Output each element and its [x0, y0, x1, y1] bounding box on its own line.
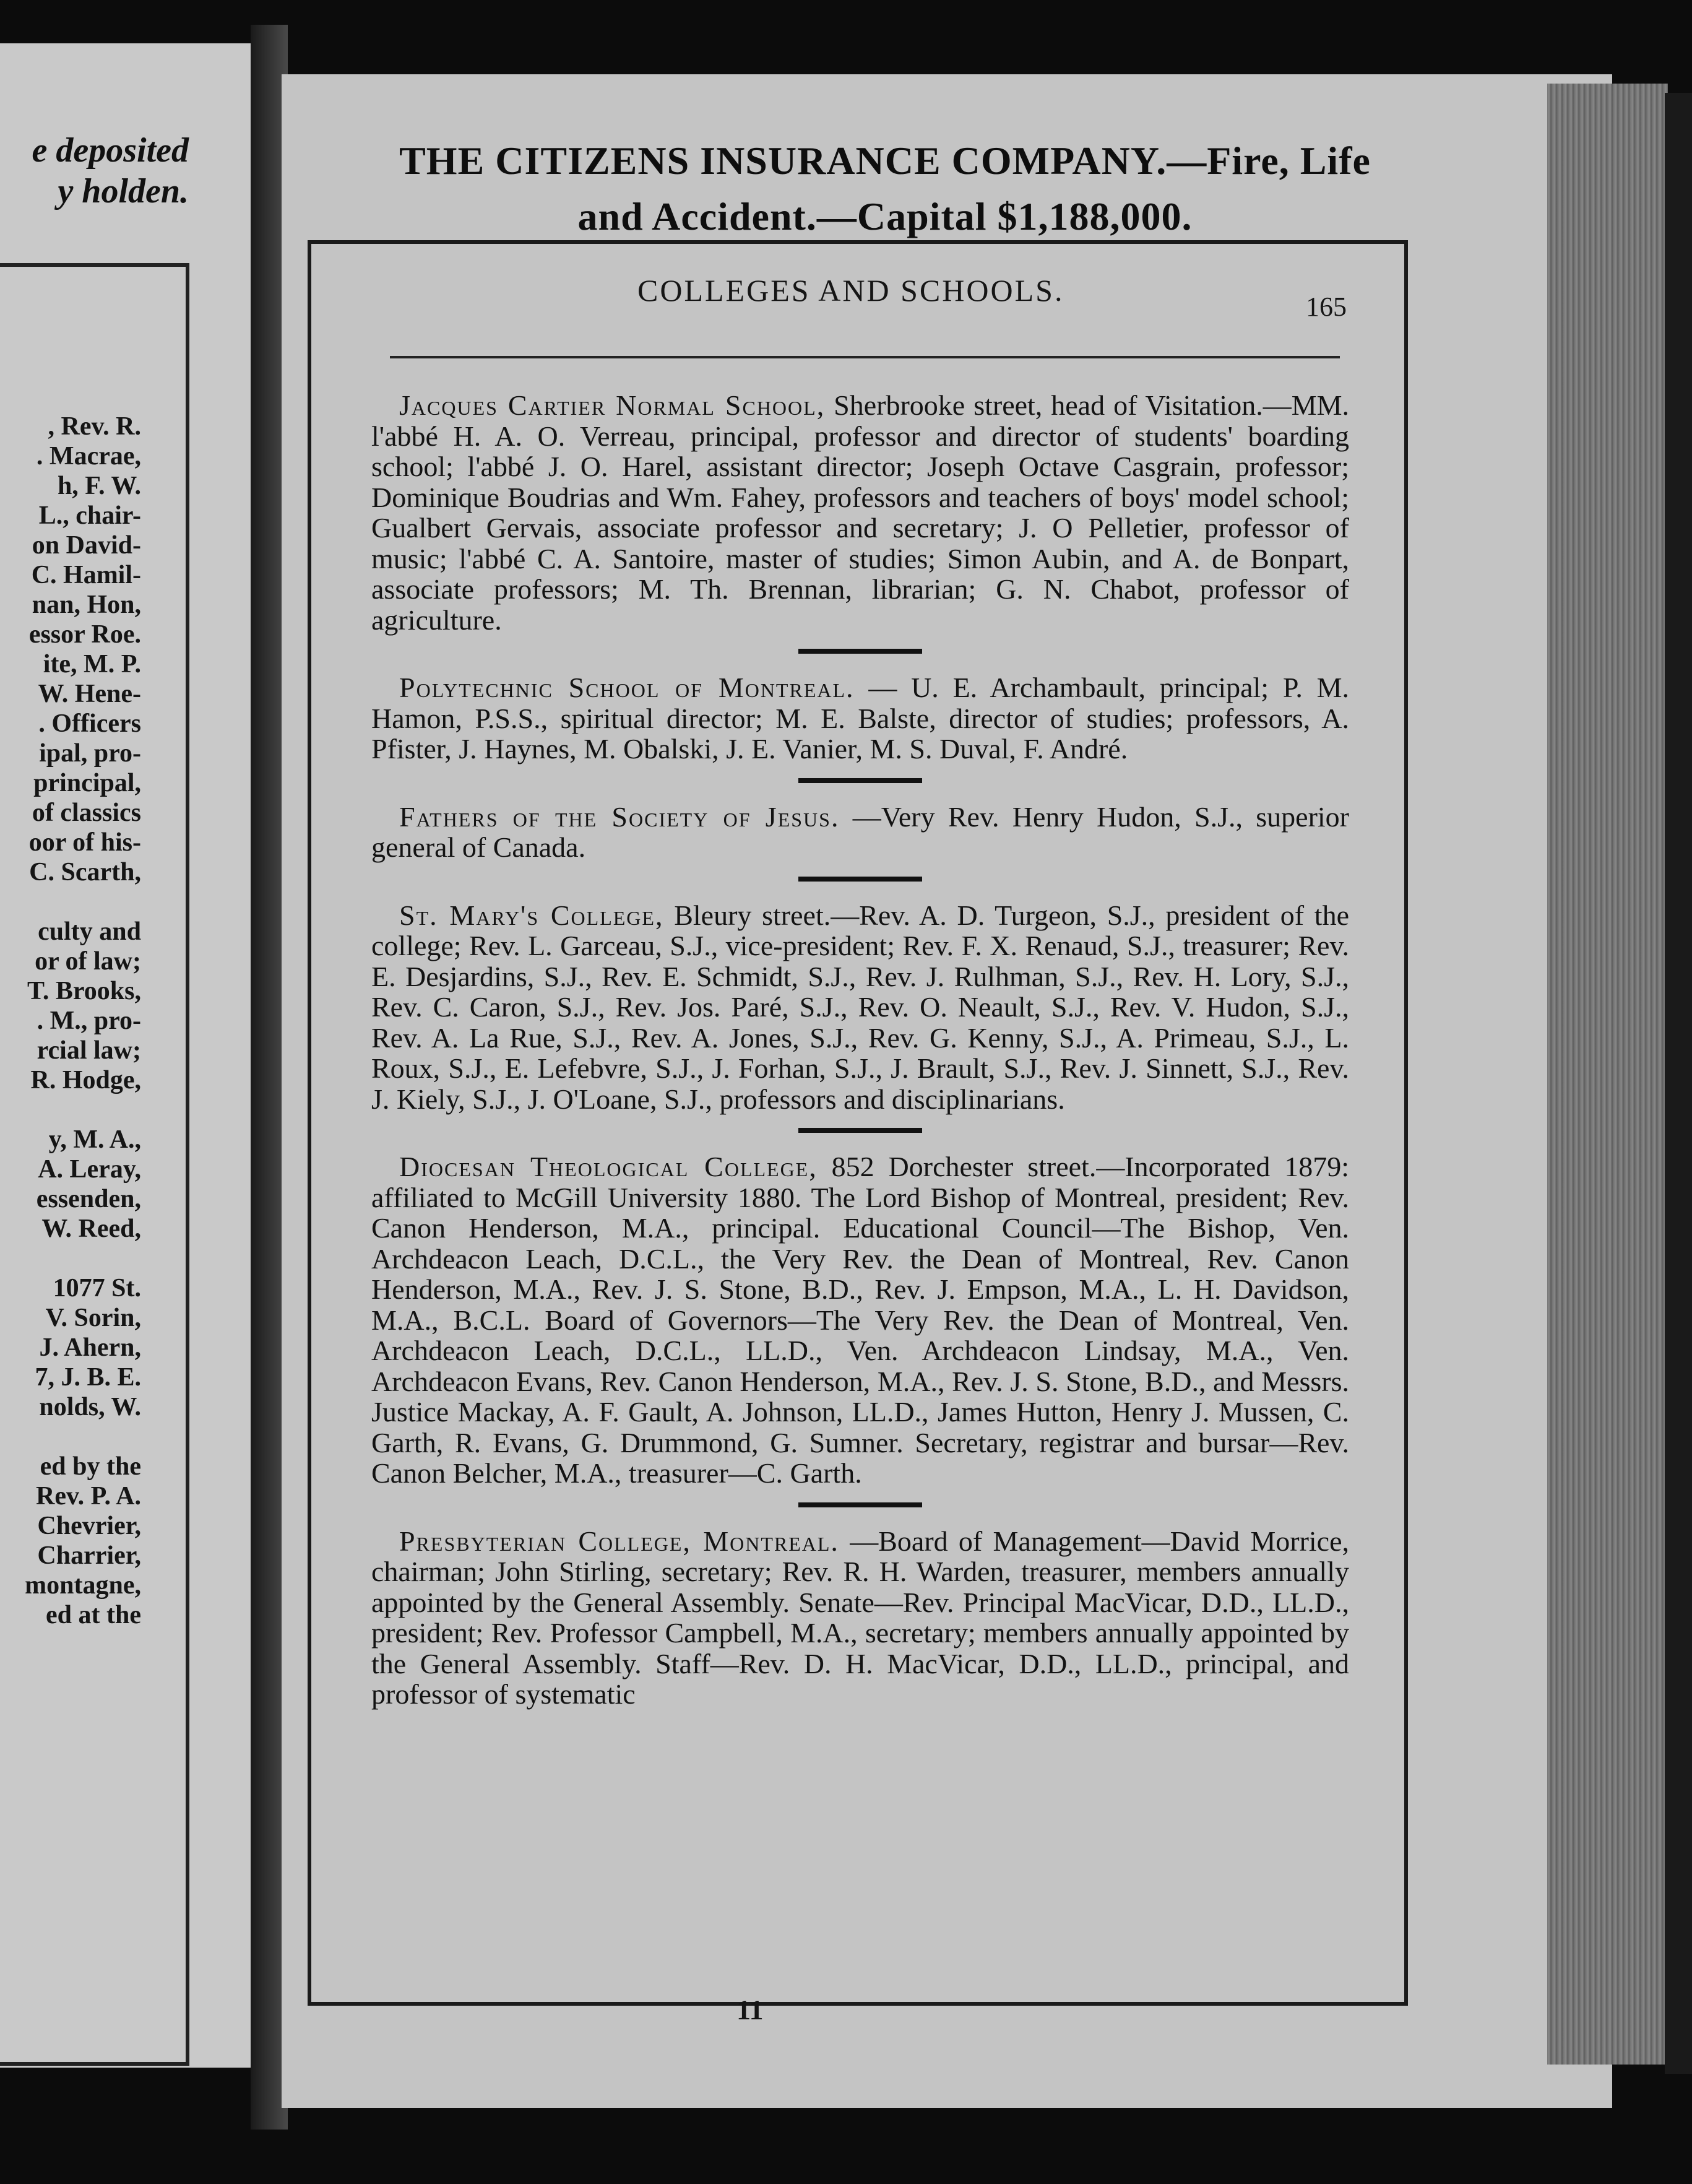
running-header-line-1: THE CITIZENS INSURANCE COMPANY.—Fire, Life — [399, 139, 1371, 183]
left-line: T. Brooks, — [27, 977, 141, 1005]
entry-separator — [798, 778, 922, 783]
left-line-gap — [0, 1244, 141, 1273]
running-header-line-2: and Accident.—Capital $1,188,000. — [577, 194, 1193, 238]
entry — [371, 1151, 1349, 1489]
entry-body: —Very Rev. Henry Hudon, S.J., superior general of Canada. — [371, 800, 1349, 863]
left-page-header — [0, 130, 189, 212]
left-line: essor Roe. — [28, 620, 141, 649]
entry-separator — [798, 877, 922, 882]
left-line: R. Hodge, — [30, 1066, 141, 1094]
right-edge-strip — [1665, 93, 1692, 2074]
entry-heading: Diocesan Theological College, — [399, 1151, 818, 1182]
left-line: C. Scarth, — [29, 858, 141, 886]
left-line-gap — [0, 887, 141, 917]
left-line: A. Leray, — [38, 1155, 141, 1184]
entry — [371, 900, 1349, 1115]
left-line: . Officers — [38, 709, 141, 738]
left-line-gap — [0, 1095, 141, 1125]
running-header-advertisement — [353, 133, 1417, 245]
left-line: nan, Hon, — [32, 591, 141, 619]
left-line: . M., pro- — [37, 1007, 141, 1035]
entry-heading: St. Mary's College, — [399, 899, 664, 931]
left-line: W. Hene- — [38, 680, 141, 708]
left-line: h, F. W. — [57, 472, 141, 500]
entry-heading: Jacques Cartier Normal School, — [399, 389, 826, 421]
section-title: COLLEGES AND SCHOOLS. — [637, 273, 1064, 308]
entry-heading: Fathers of the Society of Jesus. — [399, 800, 840, 833]
entry — [371, 1526, 1349, 1710]
left-line: Chevrier, — [37, 1512, 141, 1540]
page-edges — [1547, 84, 1668, 2065]
left-line: V. Sorin, — [45, 1304, 141, 1332]
entry — [371, 390, 1349, 635]
entry — [371, 672, 1349, 765]
left-line-gap — [0, 1422, 141, 1452]
left-line: essenden, — [36, 1185, 141, 1213]
entry-separator — [798, 1128, 922, 1133]
left-line: Rev. P. A. — [36, 1482, 141, 1510]
left-line: or of law; — [35, 947, 141, 976]
left-line: L., chair- — [38, 501, 141, 530]
left-line: principal, — [33, 769, 141, 797]
left-page-fragment — [0, 43, 251, 2068]
left-line: oor of his- — [28, 828, 141, 857]
entry-body: Sherbrooke street, head of Visitation.—MM. l'abbé H. A. O. Verreau, principal, professor and director of students' boarding school; l'abbé J. O. Harel, assistant director; Joseph Octave Casgrain, professor; Dominique Boudrias and Wm. Fahey, professors and teachers of boys' model school; Gualbert Gervais, associate professor and secretary; J. O Pelletier, professor of music; l'abbé C. A. Santoire, master of studies; Simon Aubin, and A. de Bonpart, associate professors; M. Th. Brennan, librarian; G. N. Chabot, professor of agriculture. — [371, 389, 1349, 636]
entry-body: Bleury street.—Rev. A. D. Turgeon, S.J., president of the college; Rev. L. Garceau, S.J., vice-president; Rev. F. X. Renaud, S.J., treasurer; Rev. E. Desjardins, S.J., Rev. E. Schmidt, S.J., Rev. J. Rulhman, S.J., Rev. H. Lory, S.J., Rev. C. Caron, S.J., Rev. Jos. Paré, S.J., Rev. O. Neault, S.J., Rev. V. Hudon, S.J., Rev. A. La Rue, S.J., Rev. A. Jones, S.J., Rev. G. Kenny, S.J., A. Primeau, S.J., L. Roux, S.J., E. Lefebvre, S.J., J. Forhan, S.J., J. Brault, S.J., Rev. J. Sinnett, S.J., Rev. J. Kiely, S.J., J. O'Loane, S.J., professors and disciplinarians. — [371, 899, 1349, 1115]
left-line: ed by the — [40, 1452, 141, 1481]
left-line: 7, J. B. E. — [35, 1363, 141, 1392]
left-line: nolds, W. — [39, 1393, 141, 1421]
entry-heading: Presbyterian College, Montreal. — [399, 1525, 839, 1557]
left-header-line: y holden. — [58, 172, 189, 210]
left-line: ipal, pro- — [39, 739, 141, 768]
left-line: , Rev. R. — [48, 412, 141, 441]
entry-separator — [798, 1502, 922, 1507]
entry-body: — U. E. Archambault, principal; P. M. Hamon, P.S.S., spiritual director; M. E. Balste, director of studies; professors, A. Pfister, J. Haynes, M. Obalski, J. E. Vanier, M. S. Duval, F. André. — [371, 672, 1349, 765]
left-line: W. Reed, — [41, 1215, 141, 1243]
entries-list — [371, 359, 1349, 1710]
left-line: C. Hamil- — [31, 561, 141, 589]
left-header-line: e deposited — [32, 131, 189, 170]
left-line: culty and — [38, 917, 141, 946]
left-line: of classics — [32, 799, 141, 827]
footer-signature-mark: 11 — [736, 1994, 764, 2026]
left-line: J. Ahern, — [39, 1333, 141, 1362]
entry — [371, 802, 1349, 863]
entries-top-spacer — [371, 359, 1349, 390]
left-line: ite, M. P. — [43, 650, 141, 678]
left-line: rcial law; — [37, 1036, 141, 1065]
title-rule — [390, 356, 1340, 358]
page-number: 165 — [1306, 292, 1347, 322]
left-line: ed at the — [46, 1601, 141, 1629]
entry-separator — [798, 649, 922, 654]
left-line: on David- — [32, 531, 141, 560]
left-line: montagne, — [25, 1571, 141, 1600]
left-line: Charrier, — [37, 1541, 141, 1570]
entry-heading: Polytechnic School of Montreal. — [399, 672, 855, 703]
left-line: . Macrae, — [36, 442, 141, 470]
left-line: y, M. A., — [48, 1125, 141, 1154]
left-page-text — [0, 412, 141, 1630]
entry-body: 852 Dorchester street.—Incorporated 1879: affiliated to McGill University 1880. The Lord Bishop of Montreal, president; Rev. Canon Henderson, M.A., principal. Educational Council—The Bishop, Ven. Archdeacon Leach, D.C.L., the Very Rev. the Dean of Montreal, Rev. Canon Henderson, M.A., Rev. J. S. Stone, B.D., Rev. J. Empson, M.A., L. H. Davidson, M.A., B.C.L. Board of Governors—The Very Rev. the Dean of Montreal, Ven. Archdeacon Leach, D.C.L., LL.D., Ven. Archdeacon Lindsay, M.A., Ven. Archdeacon Evans, Rev. Canon Henderson, M.A., Rev. J. S. Stone, B.D., and Messrs. Justice Mackay, A. F. Gault, A. Johnson, LL.D., James Hutton, Henry J. Mussen, C. Garth, R. Evans, G. Drummond, G. Sumner. Secretary, registrar and bursar—Rev. Canon Belcher, M.A., treasurer—C. Garth. — [371, 1151, 1350, 1489]
entry-body: —Board of Management—David Morrice, chairman; John Stirling, secretary; Rev. R. H. Warden, treasurer, members annually appointed by the General Assembly. Senate—Rev. Principal MacVicar, D.D., LL.D., president; Rev. Professor Campbell, M.A., secretary; members annually appointed by the General Assembly. Staff—Rev. D. H. MacVicar, D.D., LL.D., principal, and professor of systematic — [371, 1525, 1350, 1710]
left-line: 1077 St. — [53, 1274, 141, 1302]
